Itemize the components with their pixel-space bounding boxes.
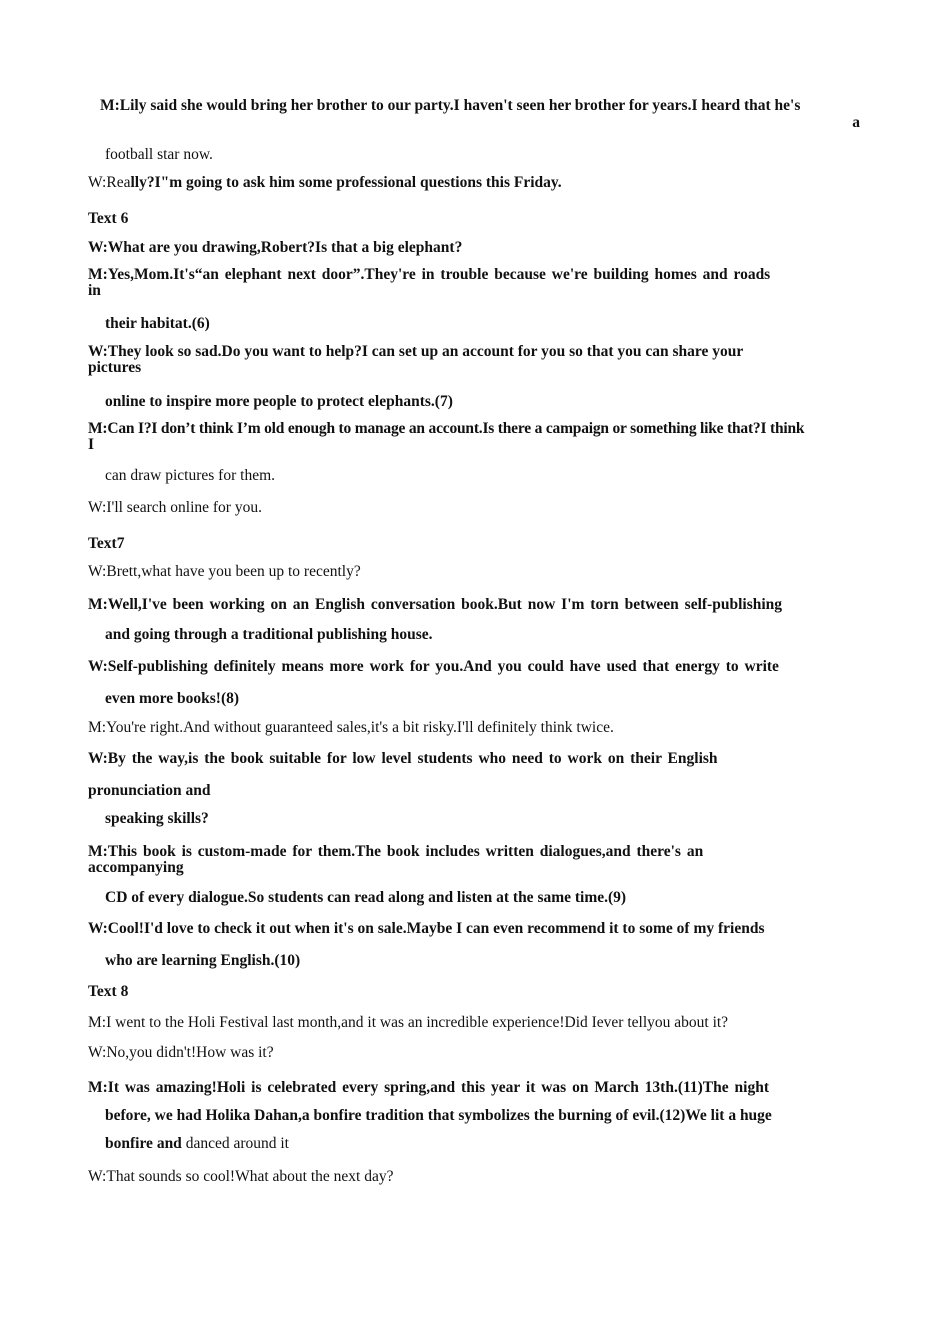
dialogue-line (88, 174, 562, 192)
dialogue-line: online to inspire more people to protect elephants.(7) (105, 393, 453, 410)
dialogue-line: pronunciation and (88, 782, 211, 799)
dialogue-line: W:That sounds so cool!What about the next day? (88, 1168, 394, 1185)
dialogue-wrap-text: accompanying (88, 859, 184, 876)
dialogue-text-bold: lly?I"m going to ask him some professional questions this Friday. (130, 174, 562, 191)
dialogue-text: M:Lily said she would bring her brother to our party.I haven't seen her brother for years.I heard that he's (100, 97, 801, 114)
dialogue-line: M:It was amazing!Holi is celebrated every spring,and this year it was on March 13th.(11)The night (88, 1079, 769, 1096)
dialogue-line: even more books!(8) (105, 690, 240, 707)
dialogue-line (88, 343, 743, 375)
dialogue-line: their habitat.(6) (105, 315, 210, 332)
dialogue-line: M:Well,I've been working on an English conversation book.But now I'm torn between self-publishing (88, 596, 783, 613)
dialogue-line: W:I'll search online for you. (88, 499, 262, 516)
dialogue-line: can draw pictures for them. (105, 467, 276, 484)
dialogue-text: M:Can I?I don’t think I’m old enough to manage an account.Is there a campaign or something like that?I think (88, 420, 805, 437)
dialogue-line: W:Self-publishing definitely means more work for you.And you could have used that energy to write (88, 658, 779, 675)
dialogue-line (88, 843, 703, 875)
dialogue-line: M:I went to the Holi Festival last month,and it was an incredible experience!Did Iever tellyou about it? (88, 1014, 729, 1031)
dialogue-line: football star now. (105, 146, 213, 163)
dialogue-text: M:Yes,Mom.It's“an elephant next door”.They're in trouble because we're building homes and roads (88, 266, 771, 283)
dialogue-text: W:They look so sad.Do you want to help?I can set up an account for you so that you can share your (88, 343, 744, 360)
dialogue-line: W:What are you drawing,Robert?Is that a big elephant? (88, 239, 463, 256)
dialogue-text: W:Rea (88, 174, 131, 191)
dialogue-line (88, 266, 839, 298)
dialogue-line: M:You're right.And without guaranteed sales,it's a bit risky.I'll definitely think twice. (88, 719, 614, 736)
dialogue-line (105, 1135, 289, 1153)
dialogue-line: W:Brett,what have you been up to recently? (88, 563, 361, 580)
dialogue-line: who are learning English.(10) (105, 952, 301, 969)
dialogue-wrap-text: I (88, 436, 94, 453)
dialogue-text: M:This book is custom-made for them.The book includes written dialogues,and there's an (88, 843, 704, 860)
dialogue-line: W:By the way,is the book suitable for low level students who need to work on their English (88, 750, 718, 767)
dialogue-line: before, we had Holika Dahan,a bonfire tradition that symbolizes the burning of evil.(12)We lit a huge (105, 1107, 772, 1124)
section-heading: Text7 (88, 535, 125, 552)
dialogue-line: W:No,you didn't!How was it? (88, 1044, 274, 1061)
section-heading: Text 8 (88, 983, 129, 1000)
dialogue-line: and going through a traditional publishing house. (105, 626, 433, 643)
dialogue-text-bold: bonfire and (105, 1135, 186, 1152)
dialogue-wrap-text: a (852, 114, 860, 131)
dialogue-line: CD of every dialogue.So students can read along and listen at the same time.(9) (105, 889, 627, 906)
dialogue-line: speaking skills? (105, 810, 209, 827)
dialogue-text: danced around it (185, 1135, 289, 1152)
dialogue-wrap-text: in (88, 282, 101, 299)
dialogue-line (100, 97, 860, 131)
section-heading: Text 6 (88, 210, 129, 227)
dialogue-line (88, 420, 804, 452)
dialogue-line: W:Cool!I'd love to check it out when it's on sale.Maybe I can even recommend it to some of my friends (88, 920, 765, 937)
dialogue-wrap-text: pictures (88, 359, 142, 376)
